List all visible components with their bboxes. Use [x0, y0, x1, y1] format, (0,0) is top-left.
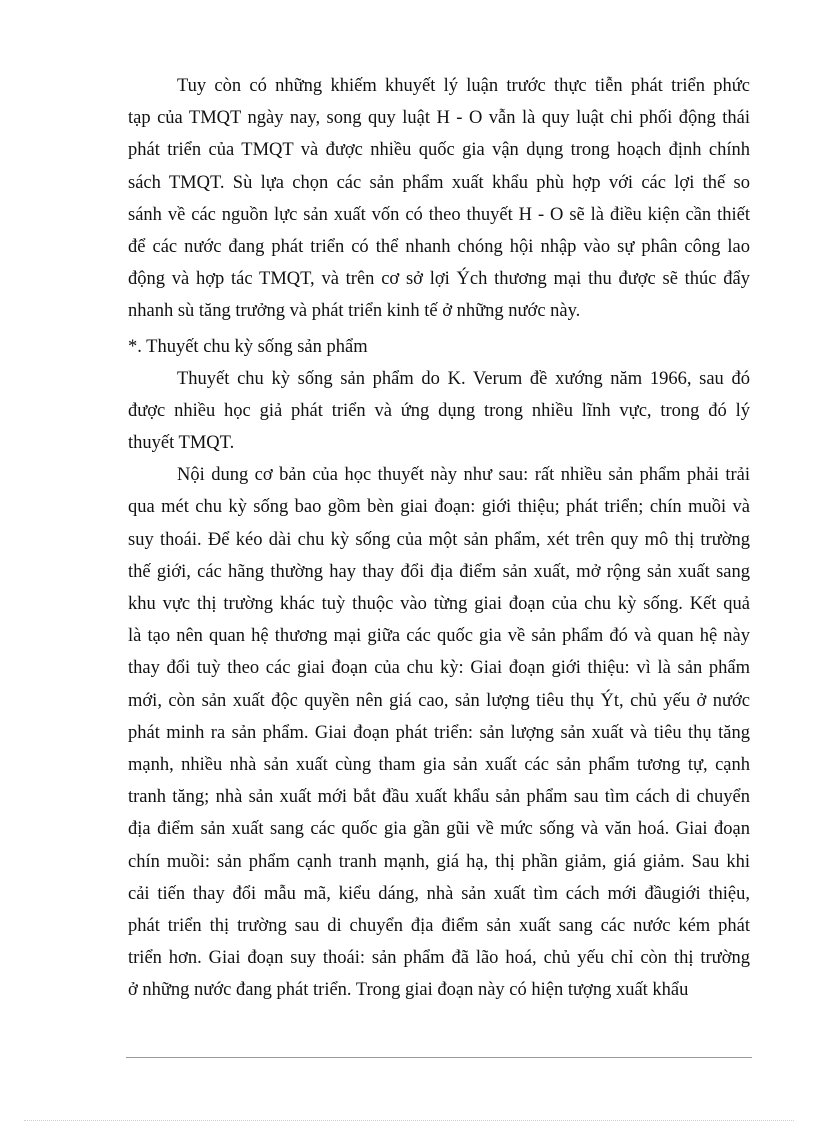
text-line: Nội dung cơ bản của học thuyết này như sau: rất nhiều sản phẩm phải trải — [177, 465, 750, 486]
text-line: nhanh sù tăng trưởng và phát triển kinh tế ở những nước này. — [128, 301, 581, 322]
text-line: mới, còn sản xuất độc quyền nên giá cao, sản lượng tiêu thụ Ýt, chủ yếu ở nước — [128, 690, 750, 711]
text-line: qua mét chu kỳ sống bao gồm bèn giai đoạn: giới thiệu; phát triển; chín muồi và — [128, 497, 750, 518]
text-line: tạp của TMQT ngày nay, song quy luật H - O vẫn là quy luật chi phối động thái — [128, 108, 750, 129]
text-line: động và hợp tác TMQT, và trên cơ sở lợi Ých thương mại thu được sẽ thúc đẩy — [128, 269, 750, 290]
text-line: phát triển thị trường sau di chuyển địa điểm sản xuất sang các nước kém phát — [128, 915, 750, 936]
paragraph-intro — [128, 363, 750, 460]
text-line: khu vực thị trường khác tuỳ thuộc vào từng giai đoạn của chu kỳ sống. Kết quả — [128, 594, 750, 614]
text-line: thế giới, các hãng thường hay thay đổi địa điểm sản xuất, mở rộng sản xuất sang — [128, 561, 750, 582]
text-line: mạnh, nhiều nhà sản xuất cùng tham gia sản xuất các sản phẩm tương tự, cạnh — [128, 754, 750, 775]
text-line: ở những nước đang phát triển. Trong giai đoạn này có hiện tượng xuất khẩu — [128, 980, 689, 1001]
text-line: triển hơn. Giai đoạn suy thoái: sản phẩm đã lão hoá, chủ yếu chỉ còn thị trường — [128, 948, 750, 969]
page-bottom-edge — [24, 1120, 794, 1121]
section-heading: *. Thuyết chu kỳ sống sản phẩm — [128, 336, 368, 357]
text-line: tranh tăng; nhà sản xuất mới bắt đầu xuất khẩu sản phẩm sau tìm cách di chuyển — [128, 787, 750, 808]
text-line: phát minh ra sản phẩm. Giai đoạn phát triển: sản lượng sản xuất và tiêu thụ tăng — [128, 722, 750, 743]
text-line: được nhiều học giả phát triển và ứng dụng trong nhiều lĩnh vực, trong đó lý — [128, 400, 750, 421]
text-line: Tuy còn có những khiếm khuyết lý luận trước thực tiễn phát triển phức — [177, 76, 750, 96]
text-line: cải tiến thay đổi mẫu mã, kiểu dáng, nhà sản xuất tìm cách mới đầugiới thiệu, — [128, 883, 750, 904]
text-line: sách TMQT. Sù lựa chọn các sản phẩm xuất khẩu phù hợp với các lợi thế so — [128, 172, 750, 193]
text-line: địa điểm sản xuất sang các quốc gia gần gũi về mức sống và văn hoá. Giai đoạn — [128, 819, 750, 840]
text-line: chín muồi: sản phẩm cạnh tranh mạnh, giá hạ, thị phần giảm, giá giảm. Sau khi — [128, 851, 750, 872]
paragraph-ho-theory — [128, 70, 750, 328]
text-line: thuyết TMQT. — [128, 433, 235, 454]
text-line: thay đổi tuỳ theo các giai đoạn của chu kỳ: Giai đoạn giới thiệu: vì là sản phẩm — [128, 658, 750, 679]
text-line: Thuyết chu kỳ sống sản phẩm do K. Verum đề xướng năm 1966, sau đó — [177, 368, 750, 389]
paragraph-content — [128, 459, 750, 1006]
footer-divider — [126, 1057, 752, 1058]
document-body — [128, 70, 750, 1006]
text-line: là tạo nên quan hệ thương mại giữa các quốc gia về sản phẩm đó và quan hệ này — [128, 626, 750, 647]
text-line: phát triển của TMQT và được nhiều quốc gia vận dụng trong hoạch định chính — [128, 140, 750, 161]
text-line: suy thoái. Để kéo dài chu kỳ sống của một sản phẩm, xét trên quy mô thị trường — [128, 529, 750, 550]
text-line: sánh về các nguồn lực sản xuất vốn có theo thuyết H - O sẽ là điều kiện cần thiết — [128, 204, 750, 225]
text-line: để các nước đang phát triển có thể nhanh chóng hội nhập vào sự phân công lao — [128, 236, 750, 257]
